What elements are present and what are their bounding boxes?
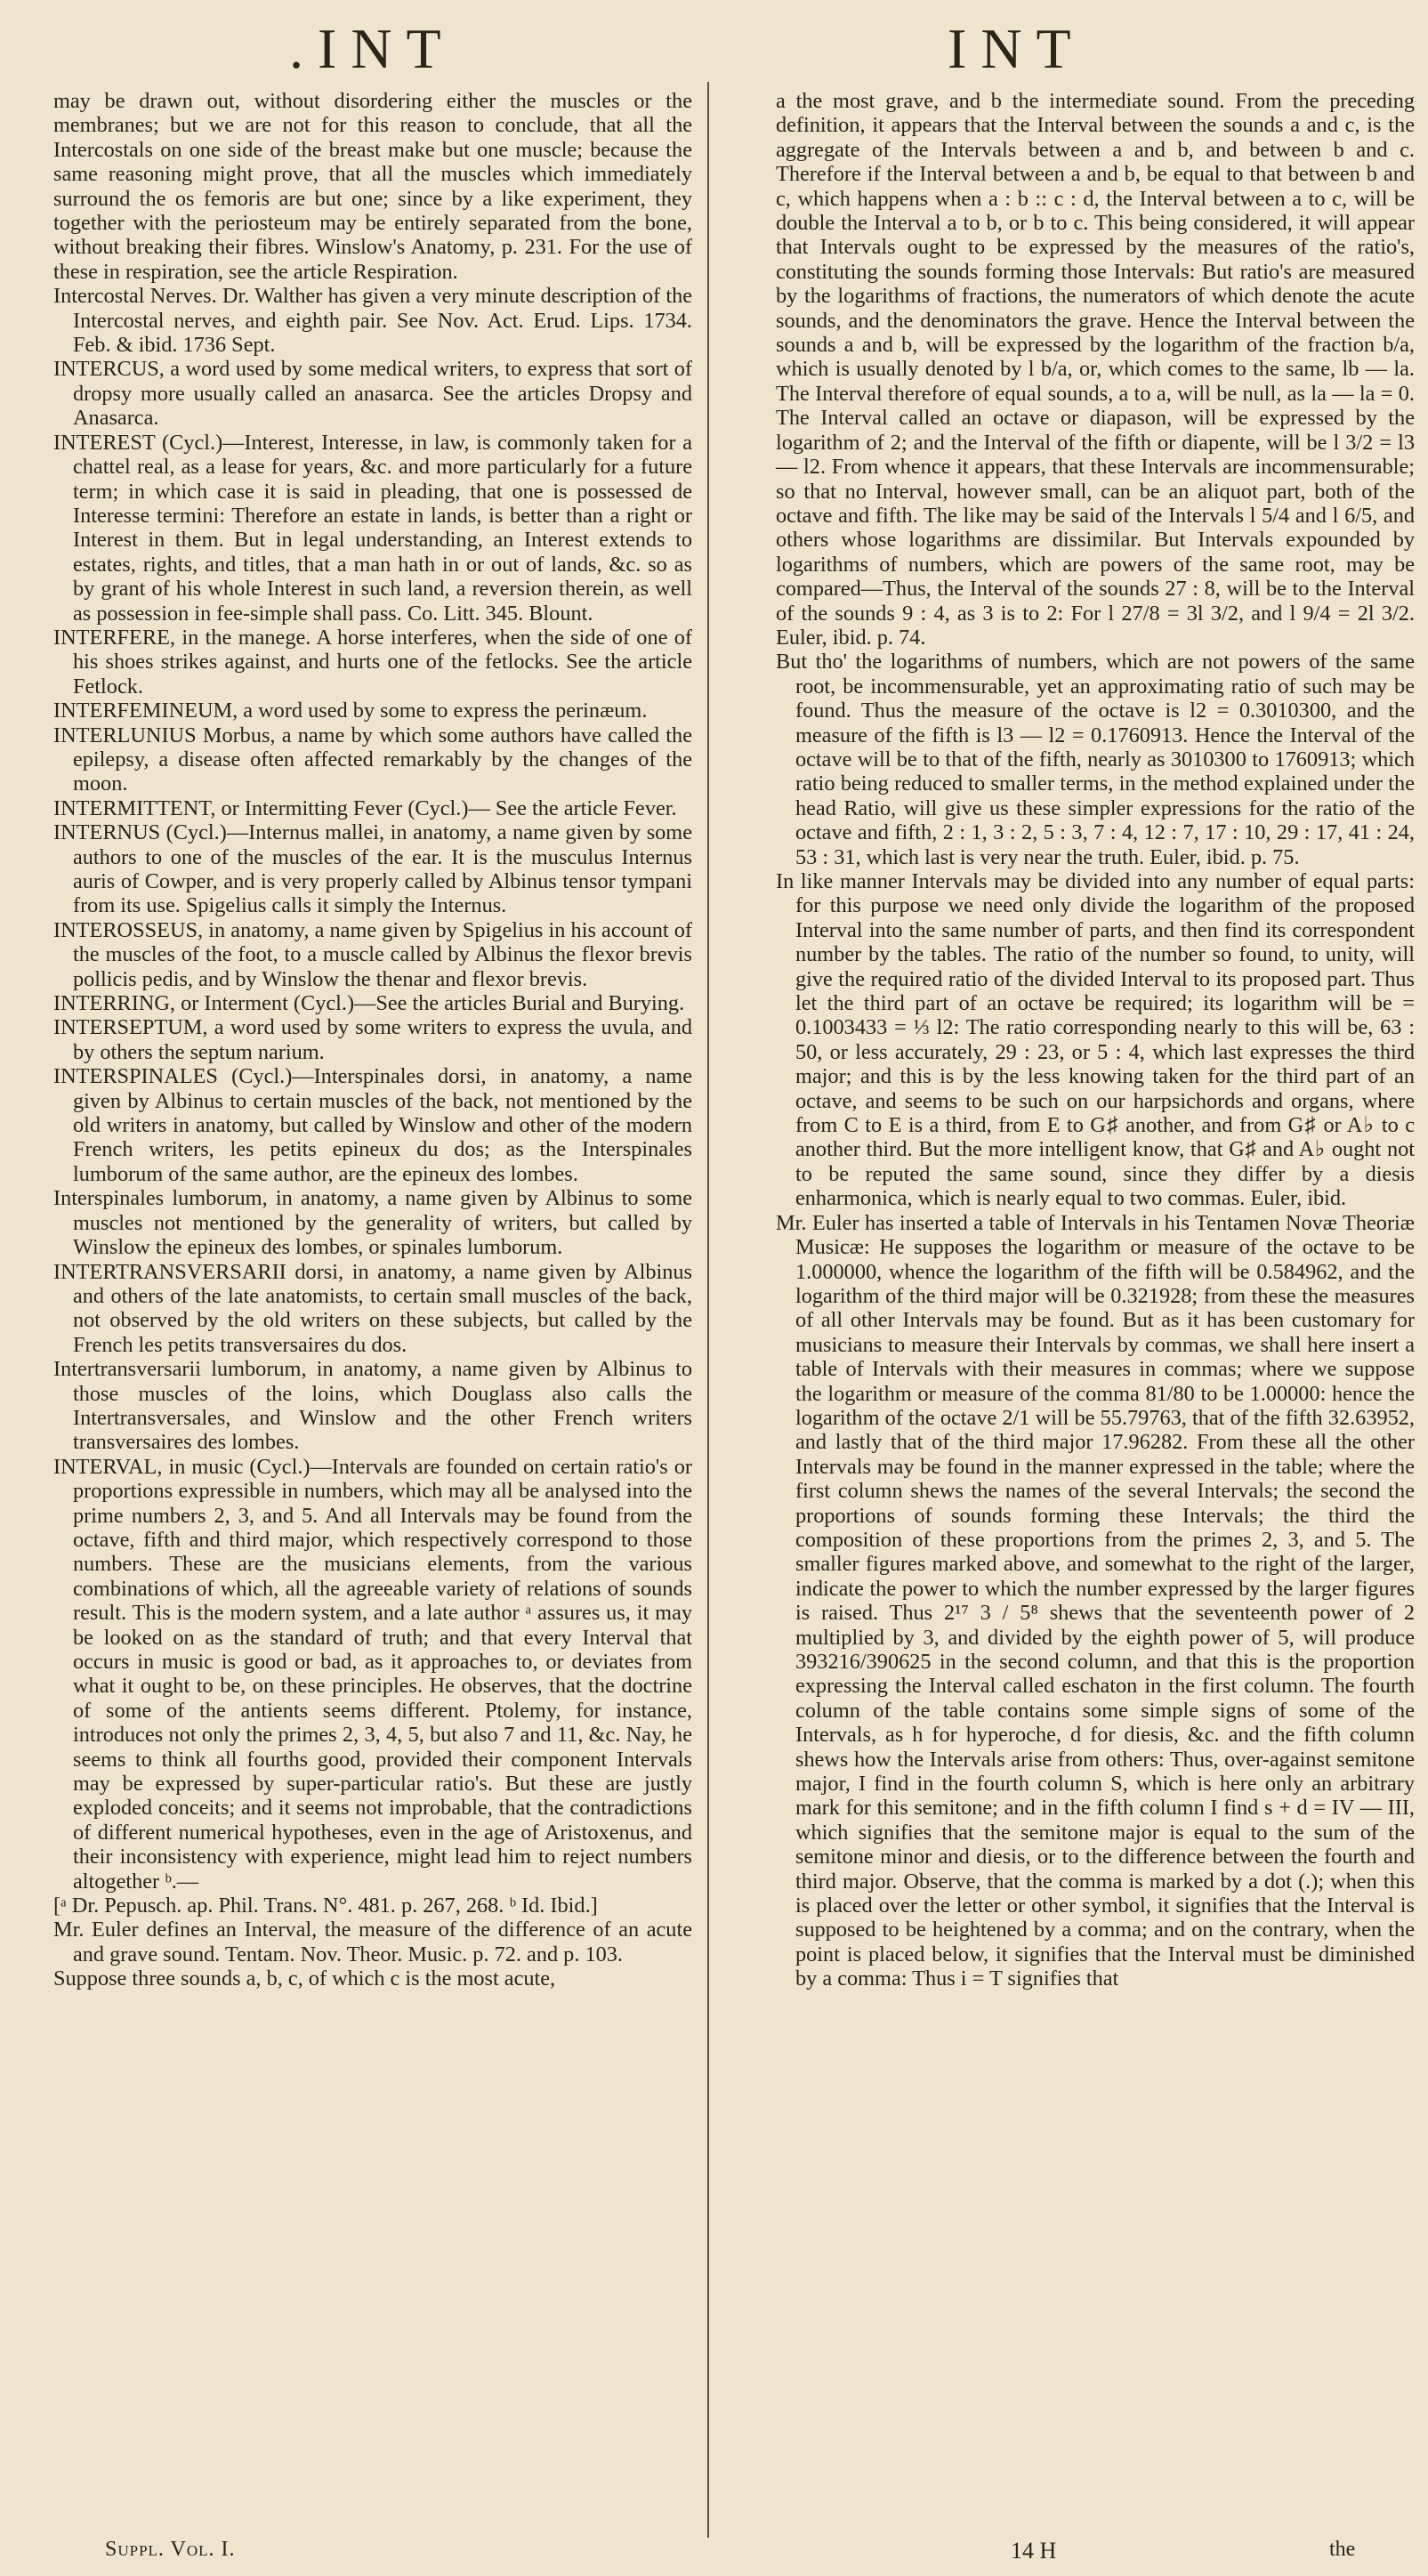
paragraph: Intercostal Nerves. Dr. Walther has given a very minute description of the Intercostal nerves, and eighth pair. See Nov. Act. Erud. Lips. 1734. Feb. & ibid. 1736 Sept. — [53, 284, 692, 358]
footer-catchword: the — [1329, 2538, 1356, 2561]
running-head-left: .INT — [289, 17, 456, 80]
paragraph: may be drawn out, without disordering either the muscles or the membranes; but we are not for this reason to conclude, that all the Intercostals on one side of the breast make but one muscle; because the same reasoning might prove, that all the muscles which immediately surround the os femoris are but one; since by a like experiment, they together with the periosteum may be entirely separated from the bone, without breaking their fibres. Winslow's Anatomy, p. 231. For the use of these in respiration, see the article Respiration. — [53, 89, 692, 284]
right-column — [776, 89, 1415, 1991]
left-column — [53, 89, 692, 1991]
paragraph: a the most grave, and b the intermediate sound. From the preceding definition, it appears that the Interval between the sounds a and c, is the aggregate of the Intervals between a and b, and between b and c. Therefore if the Interval between a and b, be equal to that between b and c, which happens when a : b :: c : d, the Interval between a to c, will be double the Interval a to b, or b to c. This being considered, it will appear that Intervals ought to be expressed by the measures of the ratio's, constituting the sounds forming those Intervals: But ratio's are measured by the logarithms of fractions, the numerators of which denote the acute sounds, and the denominators the grave. Hence the Interval between the sounds a and b, will be expressed by the logarithm of the fraction b/a, which is usually denoted by l b/a, or, which comes to the same, lb — la. The Interval therefore of equal sounds, a to a, will be null, as la — la = 0. The Interval called an octave or diapason, will be expressed by the logarithm of 2; and the Interval of the fifth or diapente, will be l 3/2 = l3 — l2. From whence it appears, that these Intervals are incommensurable; so that no Interval, however small, can be an aliquot part, both of the octave and fifth. The like may be said of the Intervals l 5/4 and l 6/5, and others whose logarithms are dissimilar. But Intervals expounded by logarithms of numbers, which are powers of the same root, may be compared—Thus, the Interval of the sounds 27 : 8, will be to the Interval of the sounds 9 : 4, as 3 is to 2: For l 27/8 = 3l 3/2, and l 9/4 = 2l 3/2. Euler, ibid. p. 74. — [776, 89, 1415, 650]
paragraph: INTERFEMINEUM, a word used by some to express the perinæum. — [53, 699, 648, 723]
footer-signature-mark: 14 H — [1011, 2538, 1057, 2564]
paragraph: INTERFERE, in the manege. A horse interferes, when the side of one of his shoes strikes against, and hurts one of the fetlocks. See the article Fetlock. — [53, 625, 692, 699]
paragraph: INTERCUS, a word used by some medical writers, to express that sort of dropsy more usually called an anasarca. See the articles Dropsy and Anasarca. — [53, 357, 692, 431]
paragraph: INTERRING, or Interment (Cycl.)—See the articles Burial and Burying. — [53, 991, 685, 1016]
paragraph: INTERNUS (Cycl.)—Internus mallei, in anatomy, a name given by some authors to one of the muscles of the ear. It is the musculus Internus auris of Cowper, and is very properly called by Albinus tensor tympani from its use. Spigelius calls it simply the Internus. — [53, 820, 692, 918]
paragraph: In like manner Intervals may be divided into any number of equal parts: for this purpose we need only divide the logarithm of the proposed Interval into the same number of parts, and then find its correspondent number by the tables. The ratio of the number so found, to unity, will give the required ratio of the divided Interval to its proposed part. Thus let the third part of an octave be required; its logarithm will be = 0.1003433 = ⅓ l2: The ratio corresponding nearly to this will be, 63 : 50, or less accurately, 29 : 23, or 5 : 4, which last expresses the third major; and this is by the less knowing taken for the third part of an octave, and seems to be such on our harpsichords and organs, where from C to E is a third, from E to G♯ another, and from G♯ or A♭ to c another third. But the more intelligent know, that G♯ and A♭ ought not to be reputed the same sound, since they differ by a diesis enharmonica, which is nearly equal to two commas. Euler, ibid. — [776, 869, 1415, 1211]
column-divider — [707, 82, 709, 2538]
paragraph: But tho' the logarithms of numbers, which are not powers of the same root, be incommensurable, yet an approximating ratio of such may be found. Thus the measure of the octave is l2 = 0.3010300, and the measure of the fifth is l3 — l2 = 0.1760913. Hence the Interval of the octave will be to that of the fifth, nearly as 3010300 to 1760913; which ratio being reduced to smaller terms, in the method explained under the head Ratio, will give us these simpler expressions for the ratio of the octave and fifth, 2 : 1, 3 : 2, 5 : 3, 7 : 4, 12 : 7, 17 : 10, 29 : 17, 41 : 24, 53 : 31, which last is very near the truth. Euler, ibid. p. 75. — [776, 650, 1415, 869]
paragraph: INTERSPINALES (Cycl.)—Interspinales dorsi, in anatomy, a name given by Albinus to certain muscles of the back, not mentioned by the old writers in anatomy, but called by Winslow and other of the modern French writers, les petits epineux du dos; as the Interspinales lumborum of the same author, are the epineux des lombes. — [53, 1064, 692, 1186]
paragraph: Interspinales lumborum, in anatomy, a name given by Albinus to some muscles not mentioned by the generality of writers, but called by Winslow the epineux des lombes, or spinales lumborum. — [53, 1186, 692, 1260]
paragraph: Mr. Euler defines an Interval, the measure of the difference of an acute and grave sound. Tentam. Nov. Theor. Music. p. 72. and p. 103. — [53, 1918, 692, 1966]
running-head-right: INT — [948, 17, 1085, 80]
paragraph: INTERLUNIUS Morbus, a name by which some authors have called the epilepsy, a disease often affected remarkably by the changes of the moon. — [53, 723, 692, 796]
paragraph: INTEROSSEUS, in anatomy, a name given by Spigelius in his account of the muscles of the foot, to a muscle called by Albinus the flexor brevis pollicis pedis, and by Winslow the thenar and flexor brevis. — [53, 917, 692, 991]
paragraph: INTERTRANSVERSARII dorsi, in anatomy, a name given by Albinus and others of the late anatomists, to certain small muscles of the back, not observed by the old writers on these subjects, but called by the French les petits transversaires du dos. — [53, 1259, 692, 1357]
footer-signature-left: Suppl. Vol. I. — [105, 2538, 236, 2561]
paragraph: INTEREST (Cycl.)—Interest, Interesse, in law, is commonly taken for a chattel real, as a lease for years, &c. and more particularly for a future term; in which case it is said in pleading, that one is possessed de Interesse termini: Therefore an estate in lands, is better than a right or Interest in them. But in legal understanding, an Interest extends to estates, rights, and titles, that a man hath in or out of lands, &c. so as by grant of his whole Interest in such land, a reversion therein, as well as possession in fee-simple shall pass. Co. Litt. 345. Blount. — [53, 430, 692, 626]
paragraph: INTERVAL, in music (Cycl.)—Intervals are founded on certain ratio's or proportions expressible in numbers, which may all be analysed into the prime numbers 2, 3, and 5. And all Intervals may be found from the octave, fifth and third major, which respectively correspond to those numbers. These are the musicians elements, from the various combinations of which, all the agreeable variety of relations of sounds result. This is the modern system, and a late author ᵃ assures us, it may be looked on as the standard of truth; and that every Interval that occurs in music is good or bad, as it approaches to, or deviates from what it ought to be, on these principles. He observes, that the doctrine of some of the antients seems different. Ptolemy, for instance, introduces not only the primes 2, 3, 4, 5, but also 7 and 11, &c. Nay, he seems to think all fourths good, provided their component Intervals may be expressed by super-particular ratio's. But these are justly exploded conceits; and it seems not improbable, that the contradictions of different numerical hypotheses, even in the age of Aristoxenus, and their inconsistency with experience, might lead him to reject numbers altogether ᵇ.— — [53, 1454, 692, 1894]
paragraph: Suppose three sounds a, b, c, of which c is the most acute, — [53, 1966, 556, 1991]
paragraph: INTERMITTENT, or Intermitting Fever (Cycl.)— See the article Fever. — [53, 795, 677, 820]
paragraph: INTERSEPTUM, a word used by some writers to express the uvula, and by others the septum narium. — [53, 1015, 692, 1064]
paragraph: Intertransversarii lumborum, in anatomy, a name given by Albinus to those muscles of the loins, which Douglass also calls the Intertransversales, and Winslow and the other French writers transversaires des lombes. — [53, 1357, 692, 1455]
paragraph: [ᵃ Dr. Pepusch. ap. Phil. Trans. N°. 481. p. 267, 268. ᵇ Id. Ibid.] — [53, 1894, 598, 1918]
paragraph: Mr. Euler has inserted a table of Intervals in his Tentamen Novæ Theoriæ Musicæ: He supposes the logarithm or measure of the octave to be 1.000000, whence the logarithm of the fifth will be 0.584962, and the logarithm of the third major will be 0.321928; from these the measures of all other Intervals may be found. But as it has been customary for musicians to measure their Intervals by commas, we shall here insert a table of Intervals with their measures in commas; where we suppose the logarithm or measure of the comma 81/80 to be 1.00000: hence the logarithm of the octave 2/1 will be 55.79763, that of the fifth 32.63952, and lastly that of the third major 17.96282. From these all the other Intervals may be found in the manner expressed in the table; where the first column shews the names of the several Intervals; the second the proportions of sounds forming these Intervals; the third the composition of these proportions from the primes 2, 3, and 5. The smaller figures marked above, and somewhat to the right of the larger, indicate the power to which the number expressed by the larger figures is raised. Thus 2¹⁷ 3 / 5⁸ shews that the seventeenth power of 2 multiplied by 3, and divided by the eighth power of 5, will produce 393216/390625 in the second column, and that this is the proportion expressing the Interval called eschaton in the first column. The fourth column of the table contains some simple signs of some of the Intervals, as h for hyperoche, d for diesis, &c. and the fifth column shews how the Intervals arise from others: Thus, over-against semitone major, I find in the fourth column S, which is here only an arbitrary mark for this semitone; and in the fifth column I find s + d = IV — III, which signifies that the semitone major is equal to the sum of the semitone minor and diesis, or to the difference between the fourth and third major. Observe, that the comma is marked by a dot (.); when this is placed over the letter or other symbol, it signifies that the Interval is supposed to be heightened by a comma; and on the contrary, when the point is placed below, it signifies that the Interval must be diminished by a comma: Thus i = T signifies that — [776, 1210, 1415, 1991]
